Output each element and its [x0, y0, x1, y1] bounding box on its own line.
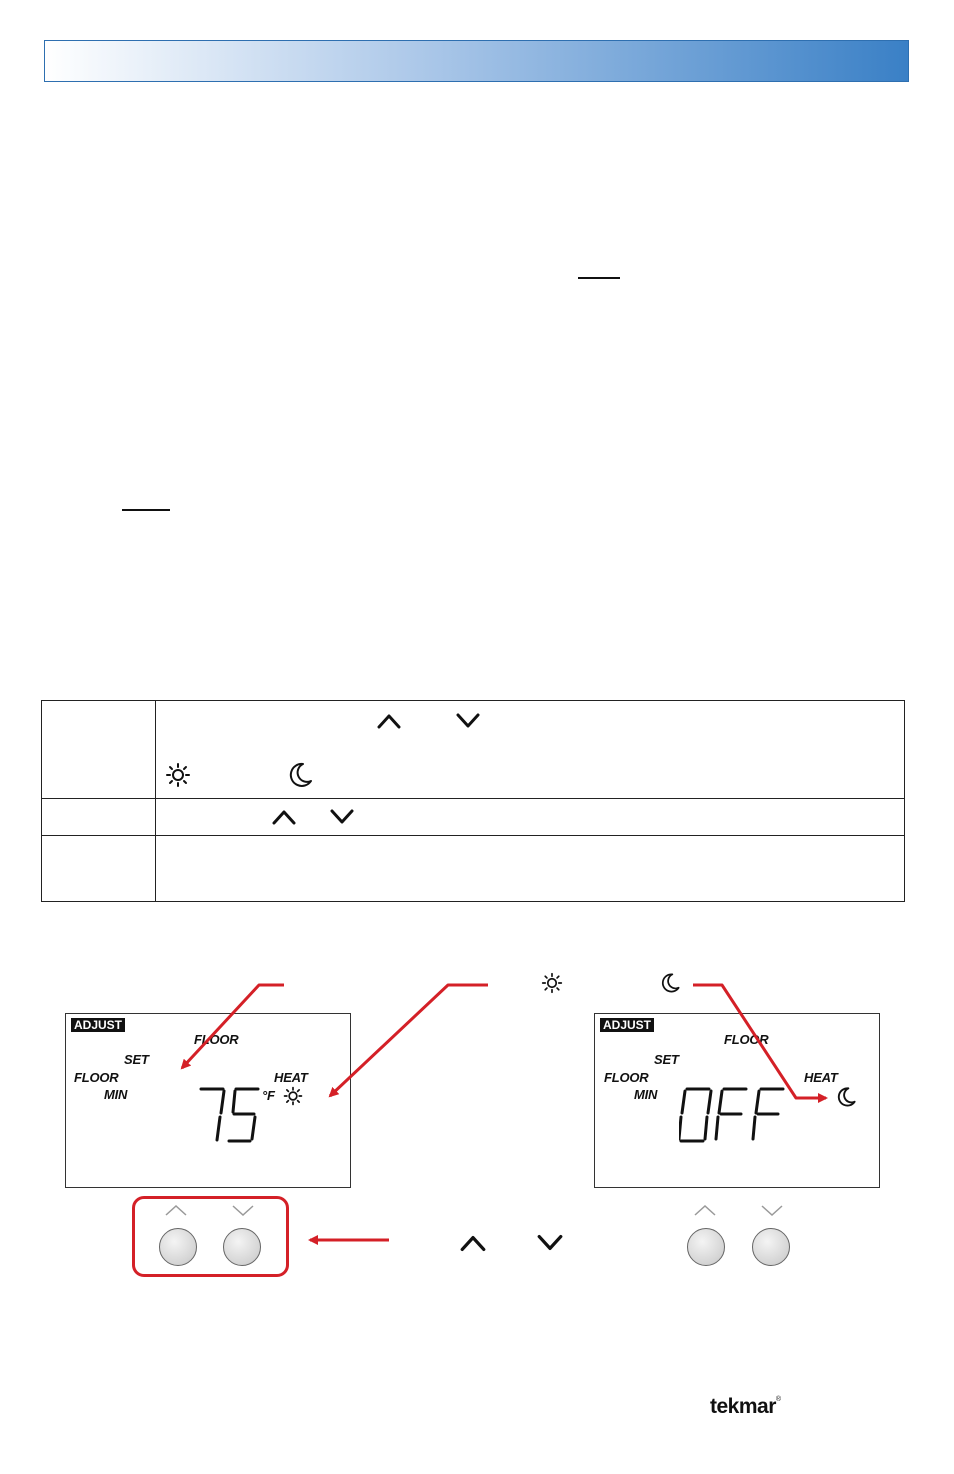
lcd-label-set: SET — [654, 1052, 679, 1067]
adjust-badge: ADJUST — [600, 1018, 654, 1032]
lcd-label-min: MIN — [634, 1087, 658, 1102]
lcd-unit: °F — [262, 1088, 275, 1103]
lcd-label-heat: HEAT — [804, 1070, 838, 1085]
lcd-label-floor-top: FLOOR — [194, 1032, 239, 1047]
lcd-label-set: SET — [124, 1052, 149, 1067]
lcd-label-min: MIN — [104, 1087, 128, 1102]
callout-arrow-set — [182, 985, 284, 1068]
callout-arrow-heat — [330, 985, 488, 1096]
lcd-label-heat: HEAT — [274, 1070, 308, 1085]
lcd-label-floor-top: FLOOR — [724, 1032, 769, 1047]
brand-logo: tekmar® — [710, 1395, 781, 1418]
callout-arrow-moon — [693, 985, 826, 1098]
lcd-label-floor: FLOOR — [74, 1070, 119, 1085]
adjust-badge: ADJUST — [71, 1018, 125, 1032]
lcd-label-floor: FLOOR — [604, 1070, 649, 1085]
